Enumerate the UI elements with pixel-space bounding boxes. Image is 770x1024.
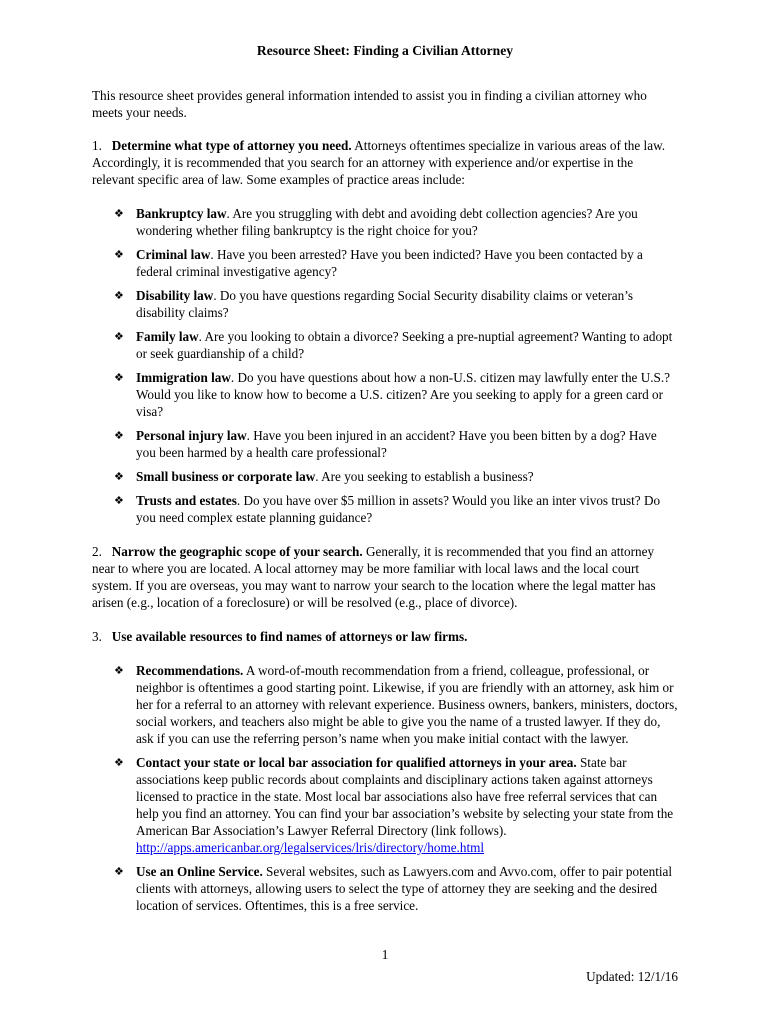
bullet-icon: ❖ [114, 371, 124, 384]
section-2-heading: Narrow the geographic scope of your search. [111, 544, 363, 559]
bullet-icon: ❖ [114, 865, 124, 878]
section-1-text: Attorneys oftentimes specialize in various areas of the law. Accordingly, it is recommended that you search for an attorney with experience and/or expertise in the relevant specific area of law. Some examples of practice areas include: [92, 138, 666, 187]
page-title: Resource Sheet: Finding a Civilian Attorney [256, 43, 514, 58]
bullet-icon: ❖ [114, 429, 124, 442]
list-item-label: Immigration law [136, 370, 231, 385]
list-item [92, 369, 678, 420]
list-item-label: Recommendations. [136, 663, 244, 678]
list-item [92, 863, 678, 914]
aba-directory-link[interactable]: http://apps.americanbar.org/legalservices/lris/directory/home.html [136, 840, 485, 855]
list-item-label: Criminal law [136, 247, 211, 262]
list-item-text: . Do you have questions about how a non-U.S. citizen may lawfully enter the U.S.? Would you like to know how to become a U.S. citizen? Are you seeking to apply for a green card or visa? [136, 370, 670, 419]
section-1-heading: Determine what type of attorney you need. [111, 138, 352, 153]
list-item-text: A word-of-mouth recommendation from a friend, colleague, professional, or neighbor is oftentimes a good starting point. Likewise, if you are friendly with an attorney, ask him or her for a referral to an attorney with relevant experience. Business owners, bankers, ministers, doctors, social workers, and teachers also might be able to give you the name of a trusted lawyer. If they do, ask if you can use the referring person’s name when you make initial contact with the lawyer. [136, 663, 678, 746]
list-item [92, 468, 678, 485]
list-item-text: . Are you struggling with debt and avoiding debt collection agencies? Are you wondering whether filing bankruptcy is the right choice for you? [136, 206, 638, 238]
list-item-label: Personal injury law [136, 428, 247, 443]
list-item-text: State bar associations keep public records about complaints and disciplinary actions taken against attorneys licensed to practice in the state. Most local bar associations also have free referral services that can help you find an attorney. You can find your bar association’s website by selecting your state from the American Bar Association’s Lawyer Referral Directory (link follows). [136, 755, 674, 838]
list-item-label: Disability law [136, 288, 214, 303]
list-item-label: Contact your state or local bar association for qualified attorneys in your area. [136, 755, 577, 770]
list-item [92, 754, 678, 856]
section-1-number: 1. [92, 138, 102, 153]
section-2 [92, 543, 678, 611]
list-item-text: . Have you been arrested? Have you been indicted? Have you been contacted by a federal criminal investigative agency? [136, 247, 643, 279]
list-item [92, 287, 678, 321]
resources-list [92, 662, 678, 914]
list-item-label: Family law [136, 329, 199, 344]
list-item-text: Several websites, such as Lawyers.com and Avvo.com, offer to pair potential clients with attorneys, allowing users to select the type of attorney they are seeking and the desired location of services. Oftentimes, this is a free service. [136, 864, 673, 913]
list-item-text: . Do you have over $5 million in assets? Would you like an inter vivos trust? Do you need complex estate planning guidance? [136, 493, 661, 525]
list-item-label: Small business or corporate law [136, 469, 316, 484]
section-3-number: 3. [92, 629, 102, 644]
section-3 [92, 628, 678, 645]
list-item [92, 662, 678, 747]
list-item [92, 246, 678, 280]
section-2-text: Generally, it is recommended that you find an attorney near to where you are located. A local attorney may be more familiar with local laws and the local court system. If you are overseas, you may want to narrow your search to the location where the legal matter has arisen (e.g., location of a foreclosure) or will be resolved (e.g., place of divorce). [92, 544, 656, 610]
practice-areas-list [92, 205, 678, 526]
list-item [92, 492, 678, 526]
bullet-icon: ❖ [114, 756, 124, 769]
bullet-icon: ❖ [114, 207, 124, 220]
list-item [92, 427, 678, 461]
list-item [92, 205, 678, 239]
bullet-icon: ❖ [114, 248, 124, 261]
list-item-text: . Are you seeking to establish a business? [315, 469, 534, 484]
list-item-label: Use an Online Service. [136, 864, 263, 879]
intro-paragraph: This resource sheet provides general information intended to assist you in finding a civilian attorney who meets your needs. [92, 88, 647, 120]
bullet-icon: ❖ [114, 494, 124, 507]
bullet-icon: ❖ [114, 330, 124, 343]
page-number: 1 [381, 947, 389, 962]
list-item-text: . Do you have questions regarding Social Security disability claims or veteran’s disability claims? [136, 288, 634, 320]
bullet-icon: ❖ [114, 664, 124, 677]
section-3-heading: Use available resources to find names of attorneys or law firms. [111, 629, 468, 644]
bullet-icon: ❖ [114, 289, 124, 302]
updated-date: Updated: 12/1/16 [586, 969, 678, 984]
list-item-text: . Have you been injured in an accident? Have you been bitten by a dog? Have you been harmed by a health care professional? [136, 428, 657, 460]
list-item [92, 328, 678, 362]
list-item-label: Bankruptcy law [136, 206, 227, 221]
section-2-number: 2. [92, 544, 102, 559]
list-item-text: . Are you looking to obtain a divorce? Seeking a pre-nuptial agreement? Wanting to adopt or seek guardianship of a child? [136, 329, 673, 361]
list-item-label: Trusts and estates [136, 493, 237, 508]
bullet-icon: ❖ [114, 470, 124, 483]
section-1 [92, 137, 678, 188]
